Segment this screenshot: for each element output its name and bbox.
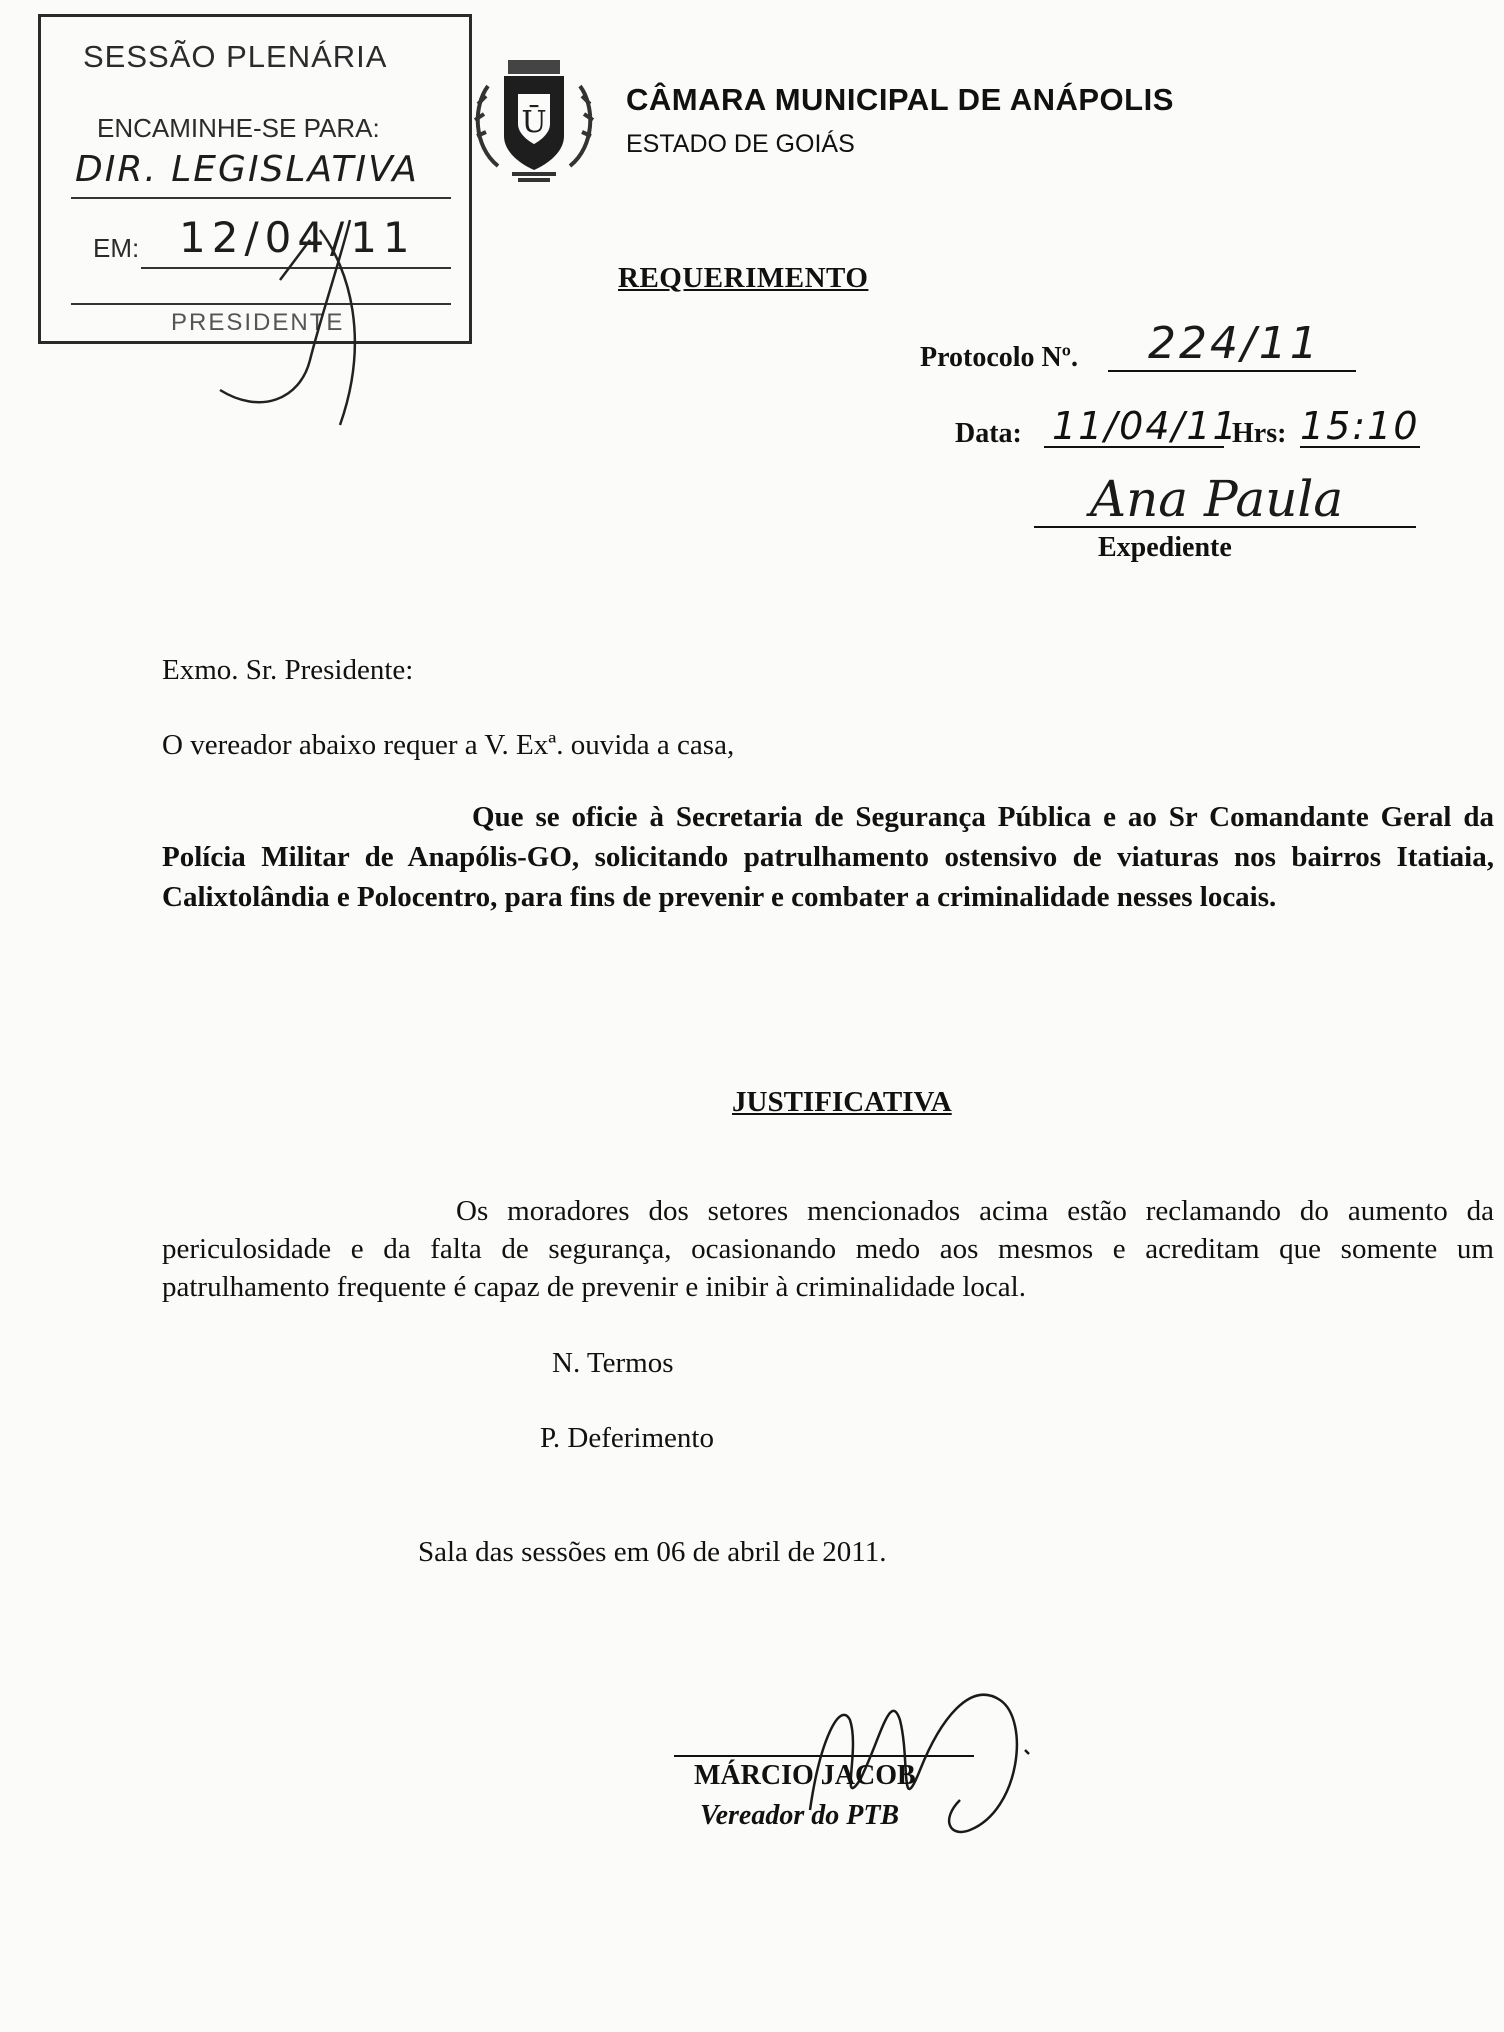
protocol-value: 224/11 — [1148, 318, 1321, 369]
institution-state: ESTADO DE GOIÁS — [626, 130, 855, 158]
stamp-title: SESSÃO PLENÁRIA — [83, 39, 388, 74]
closing-terms: N. Termos — [552, 1347, 674, 1379]
stamp-date-value: 12/04/11 — [179, 213, 416, 262]
stamp-destination: DIR. LEGISLATIVA — [75, 149, 419, 190]
institution-name: CÂMARA MUNICIPAL DE ANÁPOLIS — [626, 82, 1174, 117]
document-title: REQUERIMENTO — [618, 262, 869, 294]
protocol-underline — [1108, 370, 1356, 372]
date-underline — [1044, 446, 1224, 448]
closing-deferment: P. Deferimento — [540, 1422, 714, 1454]
stamp-date-label: EM: — [93, 233, 140, 263]
svg-text:Ū: Ū — [521, 105, 547, 140]
hours-label: Hrs: — [1232, 418, 1287, 449]
place-and-date: Sala das sessões em 06 de abril de 2011. — [418, 1536, 887, 1568]
stamp-signer-label: PRESIDENTE — [171, 309, 345, 336]
expediente-line — [1034, 526, 1416, 528]
signer-name: MÁRCIO JACOB — [694, 1760, 916, 1791]
municipal-crest-icon — [468, 46, 600, 186]
intro-paragraph: O vereador abaixo requer a V. Exª. ouvida a casa, — [162, 729, 735, 761]
date-value: 11/04/11 — [1052, 404, 1239, 448]
justification-paragraph: Os moradores dos setores mencionados acima estão reclamando do aumento da periculosidade e da falta de segurança, ocasionando medo aos mesmos e acreditam que somente um patrulhamento frequente é capaz de prevenir e inibir à criminalidade local. — [162, 1195, 1494, 1303]
expediente-signature: Ana Paula — [1090, 470, 1344, 528]
stamp-signature-scribble — [200, 200, 390, 430]
greeting: Exmo. Sr. Presidente: — [162, 654, 414, 686]
hours-underline — [1300, 446, 1420, 448]
date-label: Data: — [955, 418, 1022, 449]
signer-role: Vereador do PTB — [700, 1800, 900, 1831]
request-paragraph: Que se oficie à Secretaria de Segurança Pública e ao Sr Comandante Geral da Polícia Militar de Anapólis-GO, solicitando patrulhamento ostensivo de viaturas nos bairros Itatiaia, Calixtolândia e Polocentro, para fins de prevenir e combater a criminalidade nesses locais. — [162, 801, 1494, 913]
stamp-route-label: ENCAMINHE-SE PARA: — [97, 113, 380, 143]
stamp-divider — [71, 197, 451, 199]
expediente-label: Expediente — [1098, 532, 1232, 563]
hours-value: 15:10 — [1300, 404, 1420, 448]
justification-title: JUSTIFICATIVA — [732, 1086, 952, 1118]
protocol-label: Protocolo Nº. — [920, 342, 1079, 373]
